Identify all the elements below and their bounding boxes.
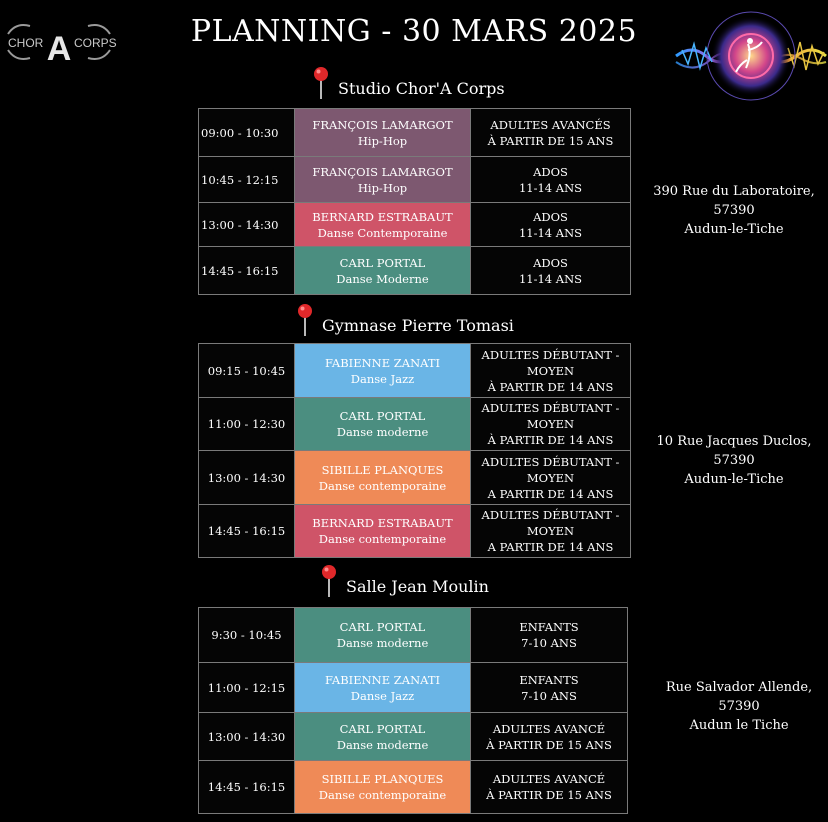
audience-line: ADULTES AVANCÉ [492,772,606,786]
venue-header [312,66,505,100]
session-audience [471,344,631,398]
audience-line: MOYEN [526,470,575,485]
teacher-name: FABIENNE ZANATI [324,355,441,370]
session-course [295,663,471,713]
venue-address [650,678,828,735]
session-audience [471,109,631,157]
audience-line: ADULTES DÉBUTANT - [481,454,620,469]
address-line: 10 Rue Jacques Duclos, 57390 [656,434,812,468]
audience-line: ADOS [533,255,568,270]
audience-line: 11-14 ANS [518,180,583,195]
venue-header [320,564,489,598]
session-course [295,761,471,814]
dance-style: Hip-Hop [357,133,408,148]
svg-text:CHOR: CHOR [8,36,44,50]
session-course [295,505,471,558]
session-audience [471,157,631,203]
audience-line: À PARTIR DE 14 ANS [487,433,614,447]
teacher-name: FRANÇOIS LAMARGOT [312,164,453,179]
dance-style: Danse moderne [336,425,429,439]
venue-header [296,303,514,337]
venue-name: Studio Chor'A Corps [338,79,505,98]
dance-style: Danse Jazz [350,371,415,386]
audience-line: 11-14 ANS [518,271,583,286]
address-line: Audun-le-Tiche [684,472,784,487]
page-title: PLANNING - 30 MARS 2025 [190,14,638,49]
session-course [295,247,471,295]
session-audience [471,761,628,814]
session-row [199,663,628,713]
session-row [199,203,631,247]
dance-style: Danse Moderne [336,271,429,286]
audience-line: A PARTIR DE 14 ANS [487,486,614,501]
session-audience [471,203,631,247]
session-time: 09:15 - 10:45 [199,344,295,398]
session-row [199,247,631,295]
dance-style: Danse contemporaine [318,478,447,493]
session-row [199,344,631,398]
venue-name: Gymnase Pierre Tomasi [322,316,514,335]
session-row [199,398,631,451]
teacher-name: FRANÇOIS LAMARGOT [312,117,453,132]
audience-line: ADOS [533,209,568,224]
session-row [199,451,631,505]
session-audience [471,663,628,713]
session-row [199,157,631,203]
session-row [199,608,628,663]
session-course [295,109,471,157]
audience-line: À PARTIR DE 15 ANS [486,788,612,802]
session-time: 10:45 - 12:15 [199,157,295,203]
audience-line: MOYEN [526,363,575,378]
address-line: Rue Salvador Allende, 57390 [665,680,813,714]
session-audience [471,608,628,663]
teacher-name: BERNARD ESTRABAUT [312,209,453,224]
dance-style: Danse Contemporaine [317,225,448,240]
session-audience [471,505,631,558]
audience-line: À PARTIR DE 14 ANS [487,379,614,394]
session-course [295,608,471,663]
session-time: 13:00 - 14:30 [199,451,295,505]
teacher-name: FABIENNE ZANATI [324,672,441,687]
session-audience [471,398,631,451]
session-time: 14:45 - 16:15 [199,505,295,558]
session-audience [471,713,628,761]
audience-line: ADOS [533,164,568,179]
teacher-name: SIBILLE PLANQUES [321,462,444,477]
schedule-table [198,607,628,814]
session-course [295,344,471,398]
session-audience [471,451,631,505]
session-row [199,505,631,558]
dance-style: Danse contemporaine [318,788,447,802]
session-time: 13:00 - 14:30 [199,203,295,247]
session-row [199,713,628,761]
audience-line: ENFANTS [519,620,579,634]
address-line: 390 Rue du Laboratoire, 57390 [653,184,815,218]
audience-line: MOYEN [526,417,575,431]
session-audience [471,247,631,295]
audience-line: A PARTIR DE 14 ANS [487,540,614,554]
dance-style: Danse moderne [336,737,429,752]
teacher-name: BERNARD ESTRABAUT [312,516,453,530]
teacher-name: CARL PORTAL [339,721,426,736]
session-row [199,109,631,157]
session-course [295,203,471,247]
teacher-name: SIBILLE PLANQUES [321,772,444,786]
svg-text:A: A [46,30,72,68]
audience-line: À PARTIR DE 15 ANS [486,737,612,752]
session-time: 13:00 - 14:30 [199,713,295,761]
session-time: 14:45 - 16:15 [199,247,295,295]
chor-a-corps-logo [6,20,117,68]
dance-style: Hip-Hop [357,180,408,195]
teacher-name: CARL PORTAL [339,255,426,270]
audience-line: ADULTES DÉBUTANT - [481,401,620,415]
session-course [295,398,471,451]
teacher-name: CARL PORTAL [339,409,426,423]
audience-line: MOYEN [526,524,575,538]
map-pin-icon [296,303,314,337]
session-time: 11:00 - 12:15 [199,663,295,713]
dance-style: Danse moderne [336,636,429,650]
dancer-wave-logo [672,4,828,104]
dance-style: Danse contemporaine [318,532,447,546]
venue-address [640,182,828,239]
map-pin-icon [312,66,330,100]
session-time: 09:00 - 10:30 [199,109,295,157]
session-time: 14:45 - 16:15 [199,761,295,814]
audience-line: ADULTES DÉBUTANT - [481,347,620,362]
schedule-table [198,343,631,558]
session-time: 9:30 - 10:45 [199,608,295,663]
dance-style: Danse Jazz [350,688,415,703]
audience-line: ADULTES AVANCÉS [490,117,611,132]
session-course [295,713,471,761]
venue-name: Salle Jean Moulin [346,577,489,596]
address-line: Audun-le-Tiche [684,222,784,237]
teacher-name: CARL PORTAL [339,620,426,634]
audience-line: 7-10 ANS [521,688,577,703]
audience-line: À PARTIR DE 15 ANS [487,133,614,148]
audience-line: ADULTES DÉBUTANT - [481,508,620,522]
audience-line: 7-10 ANS [521,636,577,650]
audience-line: 11-14 ANS [518,225,583,240]
session-course [295,157,471,203]
session-row [199,761,628,814]
session-time: 11:00 - 12:30 [199,398,295,451]
schedule-table [198,108,631,295]
svg-text:CORPS: CORPS [74,36,117,50]
venue-address [640,432,828,489]
map-pin-icon [320,564,338,598]
session-course [295,451,471,505]
address-line: Audun le Tiche [689,718,789,733]
audience-line: ENFANTS [519,672,579,687]
audience-line: ADULTES AVANCÉ [492,721,606,736]
